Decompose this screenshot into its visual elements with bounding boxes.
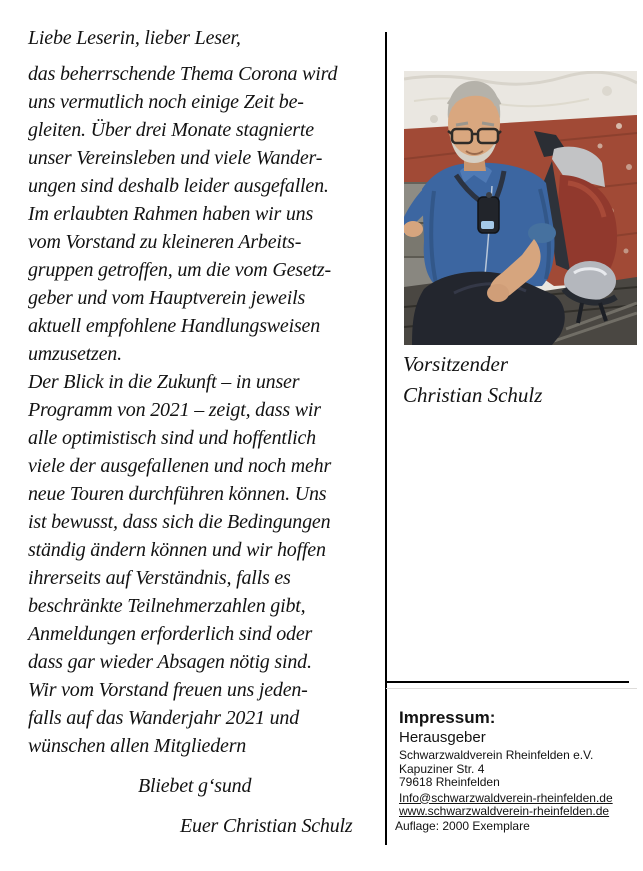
letter-line: Im erlaubten Rahmen haben wir uns [28, 203, 314, 225]
impressum-website-link[interactable]: www.schwarzwaldverein-rheinfelden.de [399, 804, 610, 818]
letter-line: viele der ausgefallenen und noch mehr [28, 455, 332, 477]
letter-line: gleiten. Über drei Monate stagnierte [28, 119, 314, 141]
letter-line: ihrerseits auf Verständnis, falls es [28, 567, 291, 589]
letter-line: vom Vorstand zu kleineren Arbeits- [28, 231, 302, 253]
impressum-circulation: Auflage: 2000 Exemplare [395, 818, 530, 833]
letter-line: Anmeldungen erforderlich sind oder [28, 623, 313, 645]
letter-line: wünschen allen Mitgliedern [28, 735, 247, 757]
letter-signature: Euer Christian Schulz [180, 815, 353, 837]
letter-line: ist bewusst, dass sich die Bedingungen [28, 511, 331, 533]
letter-line: geber und vom Hauptverein jeweils [28, 287, 306, 309]
impressum-street: Kapuziner Str. 4 [399, 761, 485, 776]
letter-line: umzusetzen. [28, 343, 122, 365]
impressum-city: 79618 Rheinfelden [399, 775, 500, 789]
letter-column [28, 24, 380, 840]
column-divider [385, 32, 387, 845]
letter-line: das beherrschende Thema Corona wird [28, 63, 338, 85]
impressum-title: Impressum: [399, 708, 496, 727]
impressum-top-rule-shadow [386, 688, 637, 689]
letter-line: Programm von 2021 – zeigt, dass wir [28, 399, 321, 421]
letter-line: neue Touren durchführen können. Uns [28, 483, 327, 505]
salutation: Liebe Leserin, lieber Leser, [28, 27, 241, 49]
letter-line: falls auf das Wanderjahr 2021 und [28, 707, 300, 729]
impressum-box [395, 708, 639, 833]
letter-line: gruppen getroffen, um die vom Gesetz- [28, 259, 331, 281]
letter-line: unser Vereinsleben und viele Wander- [28, 147, 323, 169]
impressum-top-rule [386, 681, 629, 683]
letter-line: Wir vom Vorstand freuen uns jeden- [28, 679, 308, 701]
letter-body [28, 60, 380, 760]
letter-line: beschränkte Teilnehmerzahlen gibt, [28, 595, 306, 617]
impressum-publisher-label: Herausgeber [399, 729, 486, 746]
photo-caption [403, 349, 542, 411]
impressum-organization: Schwarzwaldverein Rheinfelden e.V. [399, 748, 594, 762]
letter-line: aktuell empfohlene Handlungsweisen [28, 315, 321, 337]
caption-role: Vorsitzender [403, 352, 508, 376]
letter-line: dass gar wieder Absagen nötig sind. [28, 651, 312, 673]
letter-line: ungen sind deshalb leider ausgefallen. [28, 175, 329, 197]
chairman-photo [404, 71, 637, 345]
letter-line: Der Blick in die Zukunft – in unser [28, 371, 300, 393]
letter-line: alle optimistisch sind und hoffentlich [28, 427, 316, 449]
caption-name: Christian Schulz [403, 383, 543, 407]
chairman-photo-image [404, 71, 637, 345]
impressum-email-link[interactable]: Info@schwarzwaldverein-rheinfelden.de [399, 790, 613, 805]
letter-line: uns vermutlich noch einige Zeit be- [28, 91, 304, 113]
letter-line: ständig ändern können und wir hoffen [28, 539, 326, 561]
letter-closing: Bliebet g‘sund [138, 775, 252, 797]
